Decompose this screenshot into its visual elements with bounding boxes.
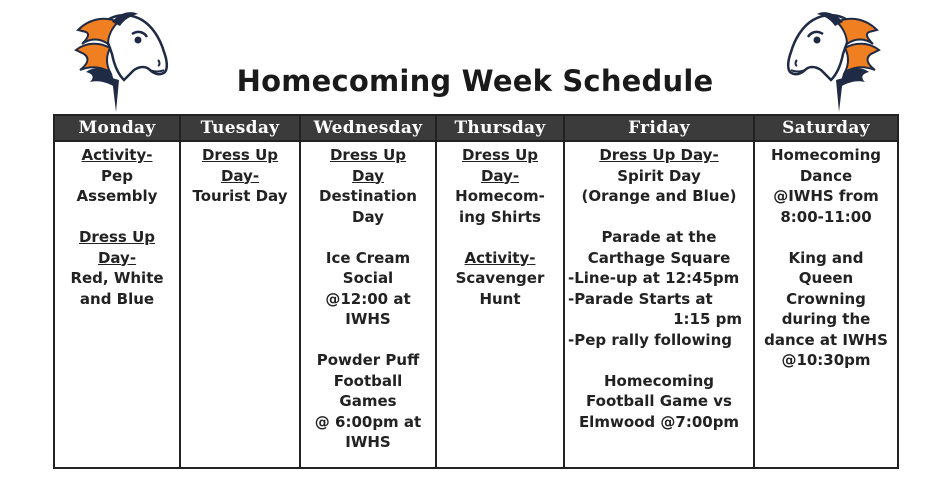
wednesday-icecream-text: Social	[342, 269, 394, 287]
thursday-cell	[436, 141, 564, 468]
wednesday-powderpuff-text: Football	[333, 371, 403, 390]
schedule-table	[53, 114, 899, 469]
monday-activity-text: Assembly	[76, 187, 158, 205]
friday-dress-text: (Orange and Blue)	[581, 187, 737, 205]
wednesday-dress-label: Dress Up	[329, 146, 407, 164]
tuesday-cell	[180, 141, 300, 468]
friday-game-text: Homecoming	[603, 371, 715, 390]
wednesday-powderpuff-text: @ 6:00pm at	[314, 412, 422, 431]
friday-parade-text: Parade at the	[601, 228, 717, 246]
wednesday-dress-label: Day	[352, 166, 384, 185]
day-header-row	[54, 115, 898, 141]
friday-parade-text: Carthage Square	[587, 248, 731, 267]
friday-starts-text: -Parade Starts at	[568, 289, 713, 308]
monday-dress-text: Red, White	[70, 269, 164, 287]
monday-activity-text: Pep	[101, 166, 133, 185]
wednesday-icecream-text: IWHS	[345, 310, 391, 328]
friday-pep-text: -Pep rally following	[568, 330, 732, 349]
monday-dress-text: and Blue	[79, 289, 155, 308]
thursday-dress-label: Dress Up	[461, 146, 539, 164]
thursday-dress-text: ing Shirts	[459, 207, 541, 226]
tuesday-dress-label: Day-	[220, 166, 260, 185]
saturday-dance-text: @IWHS from	[773, 187, 879, 205]
friday-lineup-text: -Line-up at 12:45pm	[568, 269, 740, 287]
saturday-king-text: dance at IWHS	[764, 330, 888, 349]
thursday-activity-text: Scavenger	[455, 269, 545, 287]
wednesday-cell	[300, 141, 436, 468]
saturday-king-text: @10:30pm	[781, 351, 871, 369]
saturday-king-text: Crowning	[786, 289, 866, 308]
day-header-wednesday: Wednesday	[300, 115, 436, 141]
thursday-dress-label: Day-	[480, 166, 520, 185]
day-header-saturday: Saturday	[754, 115, 898, 141]
friday-game-text: Football Game vs	[586, 392, 732, 410]
wednesday-icecream-text: @12:00 at	[325, 289, 411, 308]
tuesday-dress-text: Tourist Day	[192, 187, 288, 205]
saturday-king-text: during the	[781, 310, 871, 328]
day-header-monday: Monday	[54, 115, 180, 141]
wednesday-dress-text: Day	[352, 207, 384, 226]
monday-dress-label: Day-	[97, 248, 137, 267]
saturday-king-text: Queen	[798, 269, 854, 287]
friday-dress-label: Dress Up Day-	[599, 146, 719, 164]
page-title: Homecoming Week Schedule	[236, 64, 714, 98]
thursday-dress-text: Homecom-	[455, 187, 545, 205]
wednesday-icecream-text: Ice Cream	[325, 248, 411, 267]
friday-game-text: Elmwood @7:00pm	[578, 412, 740, 431]
wednesday-powderpuff-text: IWHS	[345, 433, 391, 451]
monday-activity-label: Activity-	[81, 146, 153, 164]
saturday-cell	[754, 141, 898, 468]
thursday-activity-label: Activity-	[464, 248, 536, 267]
friday-dress-text: Spirit Day	[617, 166, 701, 185]
wednesday-dress-text: Destination	[319, 187, 417, 205]
friday-starts-time: 1:15 pm	[673, 310, 742, 328]
tuesday-dress-label: Dress Up	[201, 146, 279, 164]
thursday-activity-text: Hunt	[479, 289, 521, 308]
schedule-row	[54, 141, 898, 468]
wednesday-powderpuff-text: Games	[339, 392, 397, 410]
saturday-dance-text: 8:00-11:00	[780, 207, 872, 226]
saturday-king-text: King and	[788, 248, 864, 267]
saturday-dance-text: Dance	[799, 166, 853, 185]
day-header-friday: Friday	[564, 115, 754, 141]
day-header-tuesday: Tuesday	[180, 115, 300, 141]
wednesday-powderpuff-text: Powder Puff	[316, 351, 420, 369]
friday-cell	[564, 141, 754, 468]
monday-dress-label: Dress Up	[78, 228, 156, 246]
monday-cell	[54, 141, 180, 468]
saturday-dance-text: Homecoming	[770, 146, 882, 164]
day-header-thursday: Thursday	[436, 115, 564, 141]
